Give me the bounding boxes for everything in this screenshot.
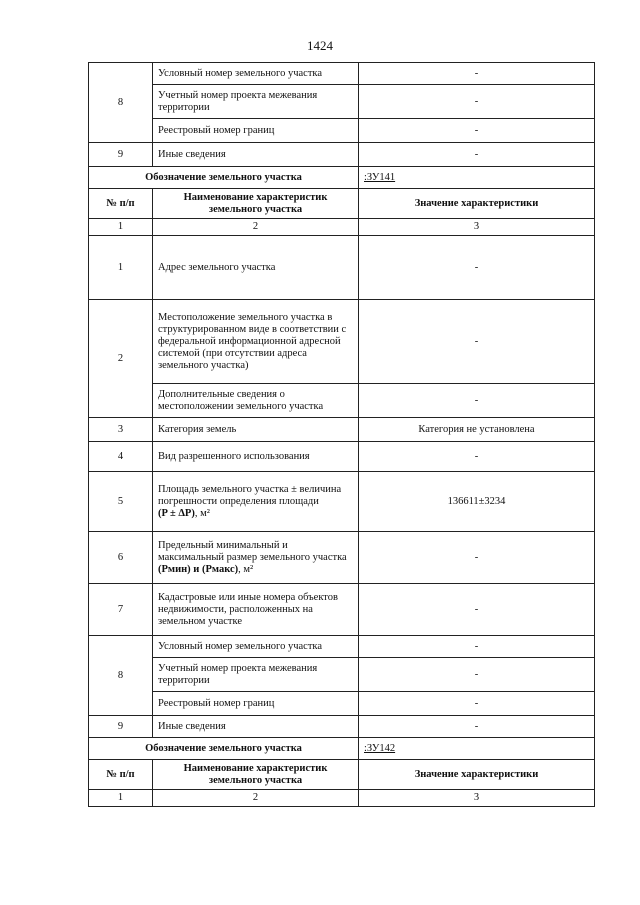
- characteristic-name: Реестровый номер границ: [153, 692, 359, 716]
- table-header-row: [89, 189, 595, 219]
- characteristic-name: Условный номер земельного участка: [153, 63, 359, 85]
- characteristic-name: Вид разрешенного использования: [153, 442, 359, 472]
- row-number: 6: [89, 532, 153, 584]
- row-number: 8: [89, 636, 153, 716]
- parcel-designation-label: Обозначение земельного участка: [89, 738, 359, 760]
- characteristic-value: -: [359, 658, 595, 692]
- row-number: 1: [89, 236, 153, 300]
- table-row: [89, 300, 595, 384]
- table-row: [89, 532, 595, 584]
- characteristic-name: Дополнительные сведения о местоположении земельного участка: [153, 384, 359, 418]
- characteristic-value: -: [359, 236, 595, 300]
- land-parcel-table: [88, 62, 595, 807]
- characteristic-name: Учетный номер проекта межевания территории: [153, 85, 359, 119]
- table-row: [89, 236, 595, 300]
- table-row: [89, 442, 595, 472]
- table-row: [89, 63, 595, 85]
- characteristic-name: [153, 532, 359, 584]
- table-row: [89, 119, 595, 143]
- row-number: 9: [89, 143, 153, 167]
- characteristic-value: -: [359, 692, 595, 716]
- row-number: 7: [89, 584, 153, 636]
- characteristic-name: Реестровый номер границ: [153, 119, 359, 143]
- parcel-designation-row: [89, 738, 595, 760]
- page-number: 1424: [307, 38, 333, 53]
- characteristic-value: -: [359, 636, 595, 658]
- table-row: [89, 418, 595, 442]
- column-number-row: [89, 219, 595, 236]
- characteristic-name: Кадастровые или иные номера объектов недвижимости, расположенных на земельном участке: [153, 584, 359, 636]
- size-unit: , м²: [238, 563, 254, 575]
- header-number: № п/п: [89, 760, 153, 790]
- row-number: 4: [89, 442, 153, 472]
- characteristic-name: Иные сведения: [153, 143, 359, 167]
- characteristic-value: Категория не установлена: [359, 418, 595, 442]
- characteristic-value: -: [359, 532, 595, 584]
- characteristic-value: -: [359, 85, 595, 119]
- header-characteristic-name: Наименование характеристик земельного участка: [153, 189, 359, 219]
- column-number: 3: [359, 219, 595, 236]
- column-number-row: [89, 790, 595, 807]
- characteristic-name: Учетный номер проекта межевания территории: [153, 658, 359, 692]
- characteristic-value: -: [359, 63, 595, 85]
- table-row: [89, 658, 595, 692]
- column-number: 1: [89, 790, 153, 807]
- characteristic-value: -: [359, 300, 595, 384]
- size-formula: (Pмин) и (Pмакс): [158, 563, 239, 575]
- table-row: [89, 472, 595, 532]
- area-formula: (P ± ΔP): [158, 507, 195, 519]
- characteristic-name: Адрес земельного участка: [153, 236, 359, 300]
- characteristic-name: Местоположение земельного участка в структурированном виде в соответствии с федеральной информационной адресной системой (при отсутствии адреса земельного участка): [153, 300, 359, 384]
- parcel-designation-value: :ЗУ141: [359, 167, 595, 189]
- table-header-row: [89, 760, 595, 790]
- parcel-designation-label: Обозначение земельного участка: [89, 167, 359, 189]
- row-number: 2: [89, 300, 153, 418]
- characteristic-name: Условный номер земельного участка: [153, 636, 359, 658]
- characteristic-name-text: Предельный минимальный и максимальный размер земельного участка: [158, 539, 347, 563]
- characteristic-name: Категория земель: [153, 418, 359, 442]
- characteristic-name: Иные сведения: [153, 716, 359, 738]
- table-row: [89, 636, 595, 658]
- row-number: 3: [89, 418, 153, 442]
- characteristic-name-text: Площадь земельного участка ± величина погрешности определения площади: [158, 483, 342, 507]
- header-characteristic-name: Наименование характеристик земельного участка: [153, 760, 359, 790]
- column-number: 3: [359, 790, 595, 807]
- header-characteristic-value: Значение характеристики: [359, 189, 595, 219]
- table-row: [89, 85, 595, 119]
- header-characteristic-value: Значение характеристики: [359, 760, 595, 790]
- table-row: [89, 384, 595, 418]
- parcel-designation-value: :ЗУ142: [359, 738, 595, 760]
- characteristic-value: -: [359, 716, 595, 738]
- characteristic-value: -: [359, 442, 595, 472]
- row-number: 9: [89, 716, 153, 738]
- table-row: [89, 692, 595, 716]
- column-number: 2: [153, 219, 359, 236]
- row-number: 5: [89, 472, 153, 532]
- characteristic-value: -: [359, 584, 595, 636]
- parcel-designation-row: [89, 167, 595, 189]
- row-number: 8: [89, 63, 153, 143]
- column-number: 1: [89, 219, 153, 236]
- characteristic-value: -: [359, 119, 595, 143]
- table-row: [89, 143, 595, 167]
- column-number: 2: [153, 790, 359, 807]
- header-number: № п/п: [89, 189, 153, 219]
- characteristic-value: -: [359, 143, 595, 167]
- characteristic-value: -: [359, 384, 595, 418]
- table-row: [89, 584, 595, 636]
- characteristic-name: [153, 472, 359, 532]
- table-row: [89, 716, 595, 738]
- area-unit: , м²: [194, 507, 210, 519]
- characteristic-value: 136611±3234: [359, 472, 595, 532]
